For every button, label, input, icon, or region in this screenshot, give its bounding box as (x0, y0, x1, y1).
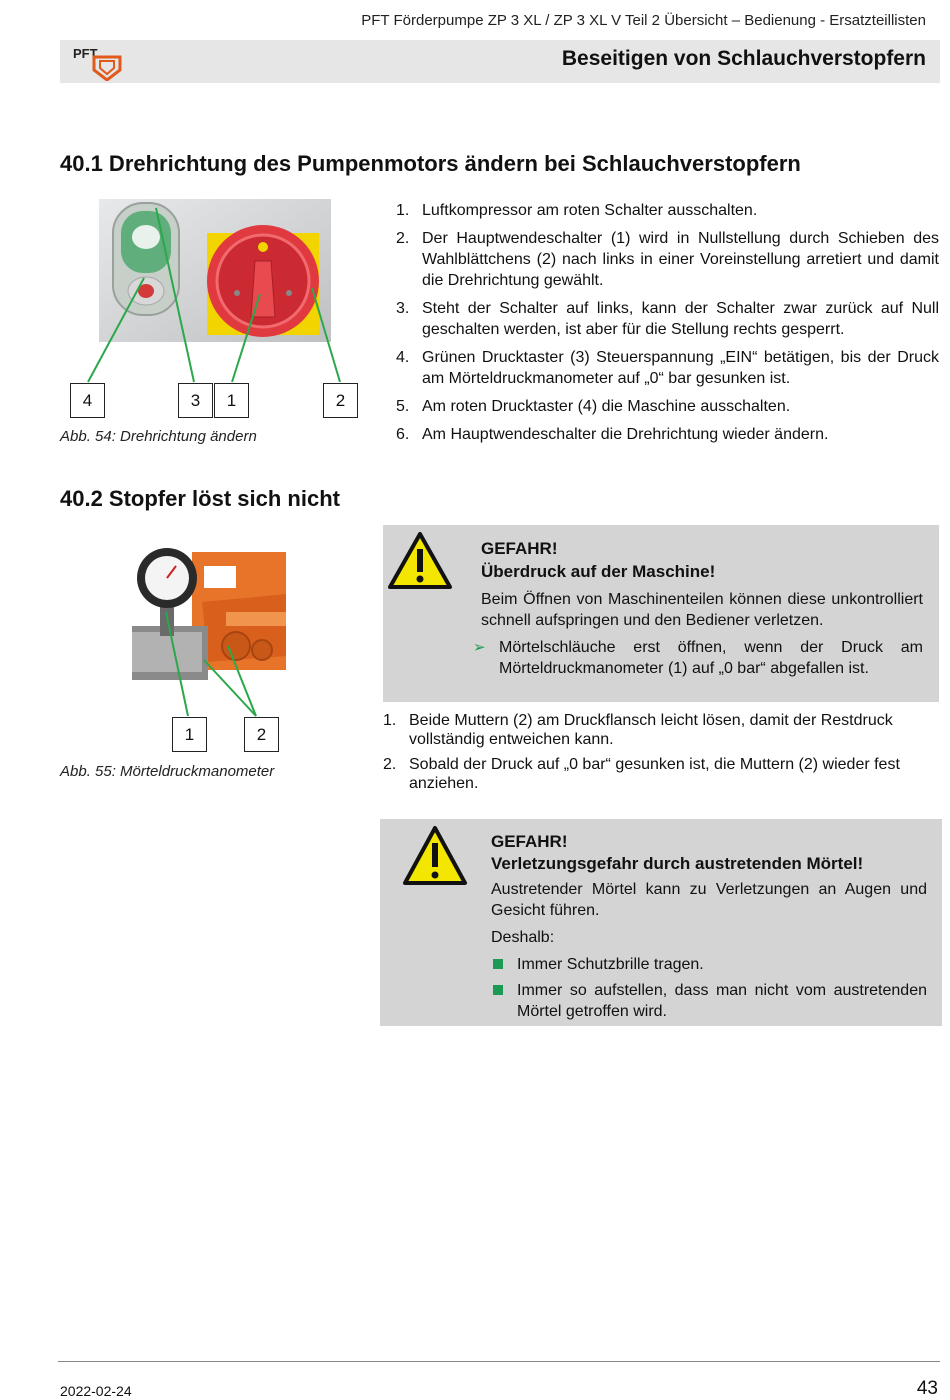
danger-box-mortar (380, 819, 942, 1026)
danger-label: GEFAHR! (491, 832, 568, 851)
callout-2: 2 (323, 383, 358, 418)
danger-bullet: Immer Schutzbrille tragen. (491, 954, 927, 975)
callout-3: 3 (178, 383, 213, 418)
list-item: 5. Am roten Drucktaster (4) die Maschine ausschalten. (396, 398, 791, 415)
danger-heading: Verletzungsgefahr durch austretenden Mörtel! (491, 854, 864, 873)
footer-date: 2022-02-24 (60, 1383, 132, 1399)
section-40-1-steps (396, 200, 939, 452)
section-40-1-heading: 40.1 Drehrichtung des Pumpenmotors ändern bei Schlauchverstopfern (60, 151, 801, 176)
list-item: 1. Beide Muttern (2) am Druckflansch leicht lösen, damit der Restdruck vollständig entweichen kann. (383, 712, 893, 748)
figure-54-caption: Abb. 54: Drehrichtung ändern (60, 428, 257, 445)
callout-2: 2 (244, 717, 279, 752)
danger-action: ➢ Mörtelschläuche erst öffnen, wenn der Druck am Mörteldruckmanometer (1) auf „0 bar“ abgefallen ist. (473, 639, 923, 677)
section-40-2-steps (383, 711, 939, 800)
list-item: 2. Der Hauptwendeschalter (1) wird in Nullstellung durch Schieben des Wahlblättchens (2) nach links in einer Voreinstellung arretiert und damit die Drehrichtung gewählt. (396, 230, 939, 289)
section-40-2-heading: 40.2 Stopfer löst sich nicht (60, 486, 340, 511)
list-item: 6. Am Hauptwendeschalter die Drehrichtung wieder ändern. (396, 426, 829, 443)
pft-logo (70, 43, 130, 81)
callout-lines-fig54 (60, 190, 360, 390)
callout-lines-fig55 (160, 600, 310, 720)
danger-body: Austretender Mörtel kann zu Verletzungen an Augen und Gesicht führen. (491, 881, 927, 919)
list-item: 2. Sobald der Druck auf „0 bar“ gesunken ist, die Muttern (2) wieder fest anziehen. (383, 756, 900, 792)
callout-1: 1 (214, 383, 249, 418)
warning-triangle-icon (402, 825, 468, 887)
danger-bullet: Immer so aufstellen, dass man nicht vom austretenden Mörtel getroffen wird. (491, 980, 927, 1022)
danger-body: Beim Öffnen von Maschinenteilen können diese unkontrolliert schnell aufspringen und den Bediener verletzen. (481, 591, 923, 629)
pft-logo-text: PFT (73, 46, 98, 61)
list-item: 3. Steht der Schalter auf links, kann der Schalter zwar zurück auf Null geschalten werden, ist aber für die Stellung rechts gesperrt. (396, 300, 939, 338)
arrow-bullet-icon: ➢ (473, 639, 486, 656)
danger-box-overpressure (383, 525, 939, 702)
square-bullet-icon (493, 959, 503, 969)
callout-1: 1 (172, 717, 207, 752)
square-bullet-icon (493, 985, 503, 995)
danger-label: GEFAHR! (481, 539, 558, 558)
header-bar (60, 40, 940, 83)
list-item: 1. Luftkompressor am roten Schalter ausschalten. (396, 202, 758, 219)
document-title: PFT Förderpumpe ZP 3 XL / ZP 3 XL V Teil 2 Übersicht – Bedienung - Ersatzteillisten (361, 12, 926, 29)
danger-deshalb: Deshalb: (491, 929, 555, 946)
warning-triangle-icon (387, 531, 453, 591)
callout-4: 4 (70, 383, 105, 418)
section-title: Beseitigen von Schlauchverstopfern (561, 47, 926, 70)
list-item: 4. Grünen Drucktaster (3) Steuerspannung „EIN“ betätigen, bis der Druck am Mörteldruckmanometer auf „0“ bar gesunken ist. (396, 349, 939, 387)
danger-heading: Überdruck auf der Maschine! (481, 562, 716, 581)
figure-55-caption: Abb. 55: Mörteldruckmanometer (60, 763, 275, 780)
footer-rule (58, 1361, 940, 1362)
page-number: 43 (916, 1378, 938, 1399)
